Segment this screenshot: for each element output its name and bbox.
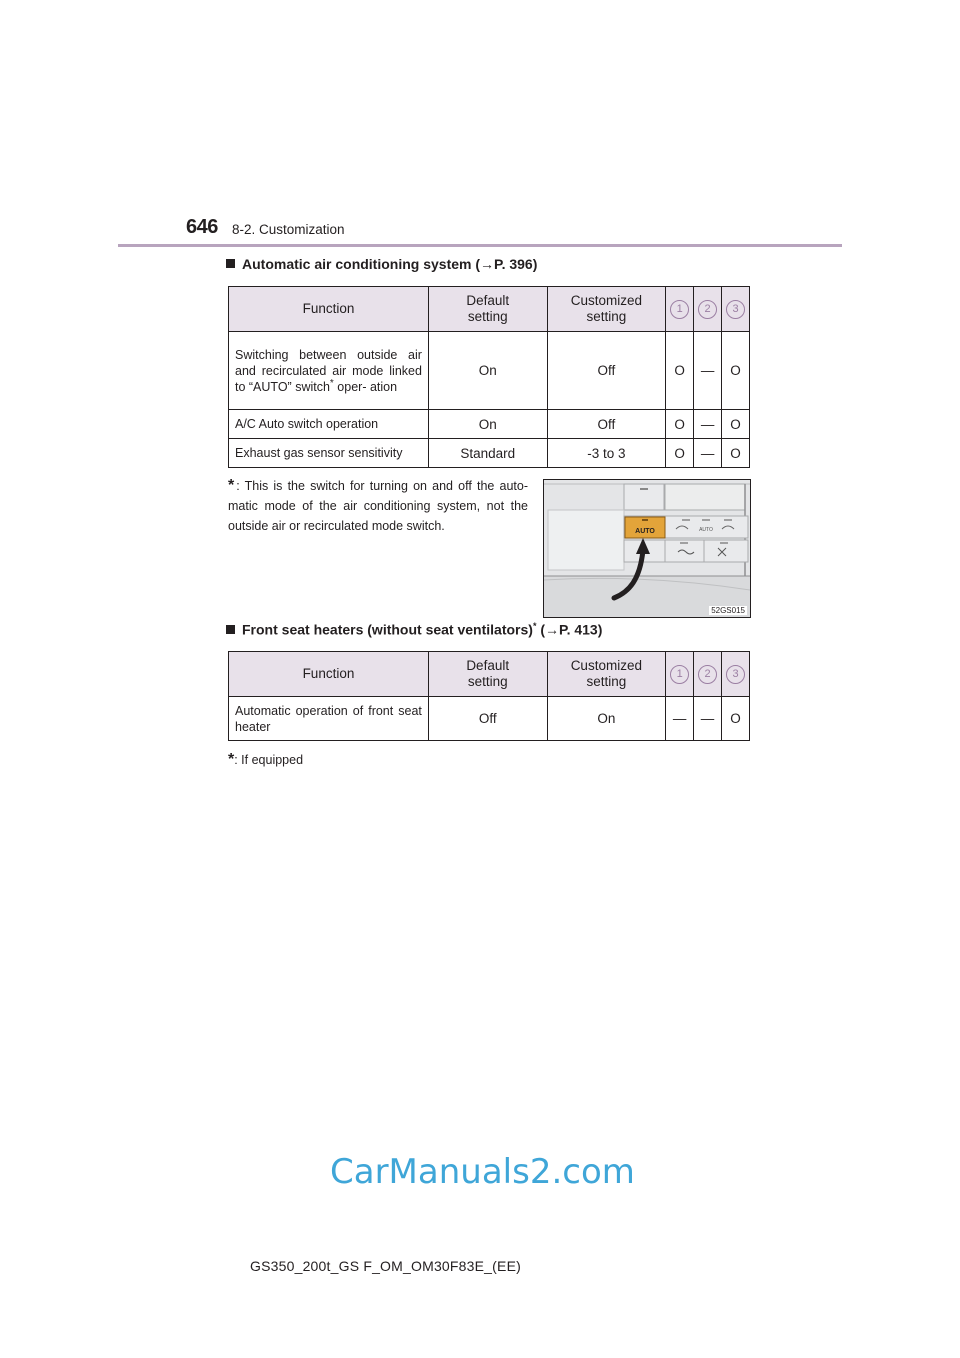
- circle-2-icon: 2: [698, 300, 717, 319]
- circle-1-icon: 1: [670, 665, 689, 684]
- row-default: Standard: [428, 439, 547, 468]
- square-bullet-icon: [226, 625, 235, 634]
- circle-2-icon: 2: [698, 665, 717, 684]
- row-c1: O: [666, 439, 694, 468]
- table-row: [229, 697, 750, 741]
- header-customized: [547, 287, 666, 332]
- header-col-1: [666, 287, 694, 332]
- row-c2: —: [694, 410, 722, 439]
- row-default: On: [428, 332, 547, 410]
- row-function: Exhaust gas sensor sensitivity: [229, 439, 429, 468]
- footnote-text: : This is the switch for turning on and off the auto- matic mode of the air conditioning system, not the outside air or recirculated mode switch.: [228, 479, 528, 533]
- ac-custom-table: [228, 286, 750, 468]
- asterisk-mark: *: [532, 621, 537, 631]
- table-row: [229, 332, 750, 410]
- header-customized-text: Customized setting: [570, 293, 642, 324]
- climate-panel-drawing: [544, 480, 750, 617]
- table-row: [229, 410, 750, 439]
- seat-heater-custom-table: [228, 651, 750, 741]
- row-customized: Off: [547, 410, 666, 439]
- table-header-row: [229, 652, 750, 697]
- watermark: CarManuals2.com: [330, 1152, 635, 1192]
- section-title-text: Front seat heaters (without seat ventilators): [242, 621, 533, 638]
- arrow-right-icon: →: [480, 256, 495, 272]
- header-default: [428, 652, 547, 697]
- illustration-code: 52GS015: [711, 606, 745, 615]
- row-customized: Off: [547, 332, 666, 410]
- header-default-text: Default setting: [466, 293, 510, 324]
- row-c1: —: [666, 697, 694, 741]
- row-function: Automatic operation of front seat heater: [229, 697, 429, 741]
- footnote-auto-switch: [228, 476, 528, 536]
- row-c3: O: [722, 332, 750, 410]
- row-function: A/C Auto switch operation: [229, 410, 429, 439]
- row-c1: O: [666, 410, 694, 439]
- climate-panel-illustration: [543, 479, 751, 618]
- header-col-3: [722, 652, 750, 697]
- circle-3-icon: 3: [726, 300, 745, 319]
- row-function-tail: oper- ation: [333, 379, 398, 394]
- table-header-row: [229, 287, 750, 332]
- document-id: GS350_200t_GS F_OM_OM30F83E_(EE): [250, 1258, 521, 1274]
- section-title-ac: [226, 256, 537, 272]
- row-customized: On: [547, 697, 666, 741]
- header-col-1: [666, 652, 694, 697]
- header-customized-text: Customized setting: [570, 658, 642, 689]
- section-title-seat-heaters: Front seat heaters (without seat ventilators)* (→P. 413): [226, 621, 602, 638]
- circle-3-icon: 3: [726, 665, 745, 684]
- header-col-3: [722, 287, 750, 332]
- section-header: 8-2. Customization: [232, 222, 345, 237]
- header-function: Function: [229, 652, 429, 697]
- header-default-text: Default setting: [466, 658, 510, 689]
- row-c2: —: [694, 332, 722, 410]
- row-c3: O: [722, 439, 750, 468]
- header-default: [428, 287, 547, 332]
- row-c2: —: [694, 697, 722, 741]
- row-function: [229, 332, 429, 410]
- asterisk-mark: *: [329, 377, 334, 389]
- footnote-if-equipped: [228, 750, 303, 770]
- footnote-asterisk: *: [228, 477, 235, 494]
- row-c2: —: [694, 439, 722, 468]
- header-col-2: [694, 652, 722, 697]
- header-customized: [547, 652, 666, 697]
- page-number: 646: [186, 216, 218, 238]
- section-title-text: Automatic air conditioning system (: [242, 256, 481, 272]
- arrow-right-icon: →: [545, 621, 560, 638]
- footnote-text: : If equipped: [234, 753, 304, 767]
- header-function: Function: [229, 287, 429, 332]
- footnote-asterisk: *: [228, 751, 235, 768]
- row-c1: O: [666, 332, 694, 410]
- header-rule: [118, 244, 842, 247]
- auto-button-label: AUTO: [635, 528, 655, 535]
- table-row: [229, 439, 750, 468]
- row-customized: -3 to 3: [547, 439, 666, 468]
- row-function-text: Switching between outside air and recirculated air mode linked to “AUTO” switch: [235, 347, 422, 394]
- row-default: On: [428, 410, 547, 439]
- page-reference: P. 413): [559, 621, 603, 638]
- page-reference: P. 396): [494, 256, 538, 272]
- circle-1-icon: 1: [670, 300, 689, 319]
- row-c3: O: [722, 697, 750, 741]
- row-c3: O: [722, 410, 750, 439]
- square-bullet-icon: [226, 259, 235, 268]
- header-col-2: [694, 287, 722, 332]
- auto-small-label: AUTO: [699, 527, 713, 533]
- row-default: Off: [428, 697, 547, 741]
